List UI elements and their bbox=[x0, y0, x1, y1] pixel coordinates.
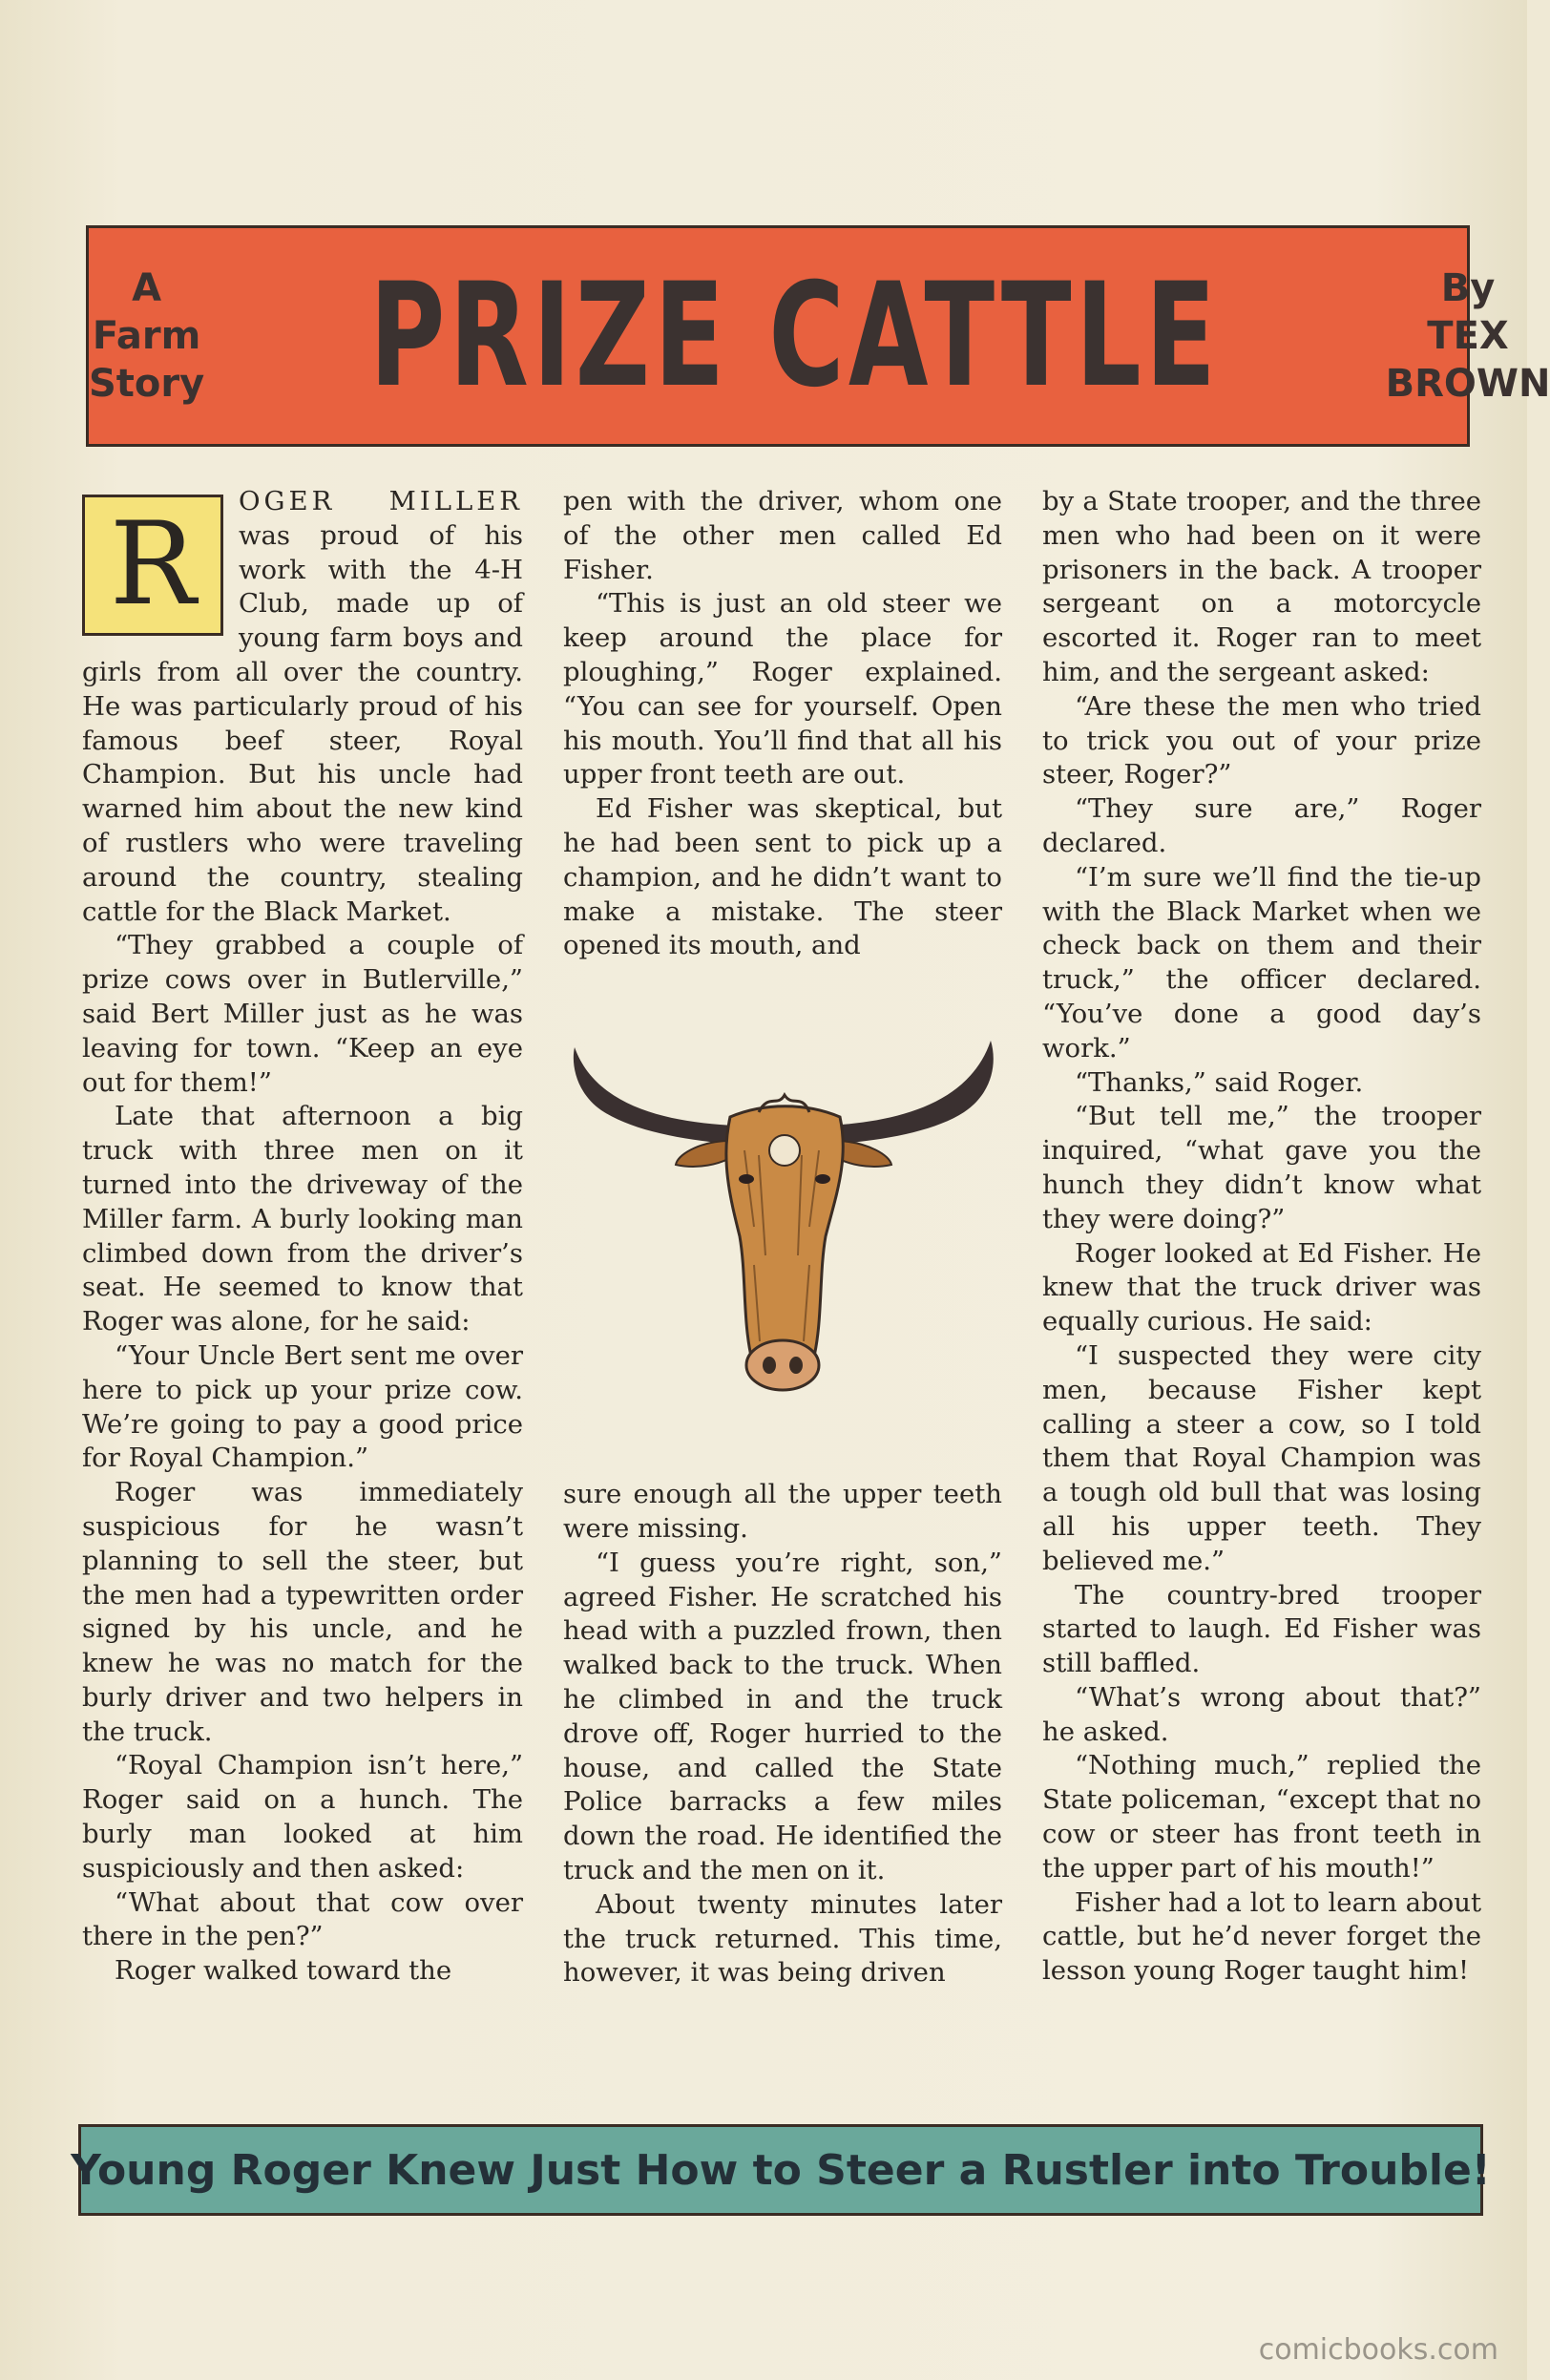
story-paragraph: pen with the driver, whom one of the other men called Ed Fisher. bbox=[563, 486, 1002, 585]
text-column-1 bbox=[82, 485, 523, 1989]
story-paragraph: “But tell me,” the trooper inquired, “what gave you the hunch they didn’t know what they were doing?” bbox=[1042, 1101, 1481, 1234]
story-paragraph: “Nothing much,” replied the State policeman, “except that no cow or steer has front teeth in the upper part of his mouth!” bbox=[1042, 1750, 1481, 1884]
story-paragraph: Ed Fisher was skeptical, but he had been sent to pick up a champion, and he didn’t want to make a mistake. The steer opened its mouth, and bbox=[563, 793, 1002, 961]
story-paragraph: by a State trooper, and the three men who had been on it were prisoners in the back. A trooper sergeant on a motorcycle escorted it. Roger ran to meet him, and the sergeant asked: bbox=[1042, 486, 1481, 687]
drop-cap: R bbox=[82, 495, 223, 636]
story-type-line: Story bbox=[89, 362, 205, 406]
story-paragraph: Fisher had a lot to learn about cattle, but he’d never forget the lesson young Roger taught him! bbox=[1042, 1886, 1481, 1987]
story-paragraph: “This is just an old steer we keep around the place for ploughing,” Roger explained. “You can see for yourself. Open his mouth. You’ll find that all his upper front teeth are out. bbox=[563, 588, 1002, 790]
story-paragraph: “Are these the men who tried to trick you out of your prize steer, Roger?” bbox=[1042, 690, 1481, 790]
story-paragraph: The country-bred trooper started to laugh. Ed Fisher was still baffled. bbox=[1042, 1579, 1481, 1679]
story-paragraph bbox=[82, 485, 523, 929]
story-paragraph: Roger was immediately suspicious for he wasn’t planning to sell the steer, but the men had a typewritten order signed by his uncle, and he knew he was no match for the burly driver and two helpers in the truck. bbox=[82, 1477, 523, 1747]
story-paragraph: “Thanks,” said Roger. bbox=[1075, 1066, 1364, 1098]
story-paragraph: “I’m sure we’ll find the tie-up with the Black Market when we check back on them and their truck,” the officer declared. “You’ve done a good day’s work.” bbox=[1042, 861, 1481, 1064]
paragraph-text: was proud of his work with the 4-H Club, made up of young farm boys and girls from all over the country. He was particularly proud of his famous beef steer, Royal Champion. But his uncle had warned him about the new kind of rustlers who were traveling around the country, stealing cattle for the Black Market. bbox=[82, 519, 523, 927]
text-column-3 bbox=[1042, 485, 1481, 1989]
byline bbox=[1386, 264, 1550, 408]
story-paragraph: About twenty minutes later the truck returned. This time, however, it was being driven bbox=[563, 1888, 1002, 1989]
text-column-2 bbox=[563, 485, 1002, 1990]
story-paragraph: “Royal Champion isn’t here,” Roger said on a hunch. The burly man looked at him suspiciously and then asked: bbox=[82, 1750, 523, 1884]
story-paragraph: Roger looked at Ed Fisher. He knew that the truck driver was equally curious. He said: bbox=[1042, 1237, 1481, 1337]
lead-in: OGER MILLER bbox=[239, 486, 523, 516]
tagline-banner: Young Roger Knew Just How to Steer a Rustler into Trouble! bbox=[78, 2124, 1483, 2216]
story-paragraph: Late that afternoon a big truck with three men on it turned into the driveway of the Miller farm. A burly looking man climbed down from the driver’s seat. He seemed to know that Roger was alone, for he said: bbox=[82, 1101, 523, 1337]
story-paragraph: “What about that cow over there in the pen?” bbox=[82, 1886, 523, 1952]
story-type-label bbox=[89, 264, 204, 408]
byline-line: TEX bbox=[1427, 314, 1509, 358]
story-paragraph: “I guess you’re right, son,” agreed Fisher. He scratched his head with a puzzled frown, then walked back to the truck. When he climbed in and the truck drove off, Roger hurried to the house, and called the State Police barracks a few miles down the road. He identified the truck and the men on it. bbox=[563, 1547, 1002, 1885]
story-title: PRIZE CATTLE bbox=[369, 253, 1221, 419]
story-paragraph: “They grabbed a couple of prize cows over in Butlerville,” said Bert Miller just as he was leaving for town. “Keep an eye out for them!” bbox=[82, 930, 523, 1098]
steer-head-icon bbox=[563, 1036, 1002, 1442]
story-paragraph: sure enough all the upper teeth were missing. bbox=[563, 1479, 1002, 1544]
watermark: comicbooks.com bbox=[1258, 2333, 1498, 2367]
story-paragraph: Roger walked toward the bbox=[115, 1955, 452, 1987]
story-paragraph: “I suspected they were city men, because Fisher kept calling a steer a cow, so I told them that Royal Champion was a tough old bull that was losing all his upper teeth. They believed me.” bbox=[1042, 1339, 1481, 1576]
story-paragraph: “They sure are,” Roger declared. bbox=[1042, 793, 1481, 858]
byline-line: By bbox=[1440, 266, 1496, 310]
title-banner bbox=[86, 225, 1550, 447]
story-paragraph: “What’s wrong about that?” he asked. bbox=[1042, 1681, 1481, 1747]
byline-line: BROWN bbox=[1385, 362, 1550, 406]
story-type-line: A bbox=[132, 266, 162, 310]
story-type-line: Farm bbox=[92, 314, 201, 358]
story-paragraph: “Your Uncle Bert sent me over here to pick up your prize cow. We’re going to pay a good price for Royal Champion.” bbox=[82, 1339, 523, 1474]
